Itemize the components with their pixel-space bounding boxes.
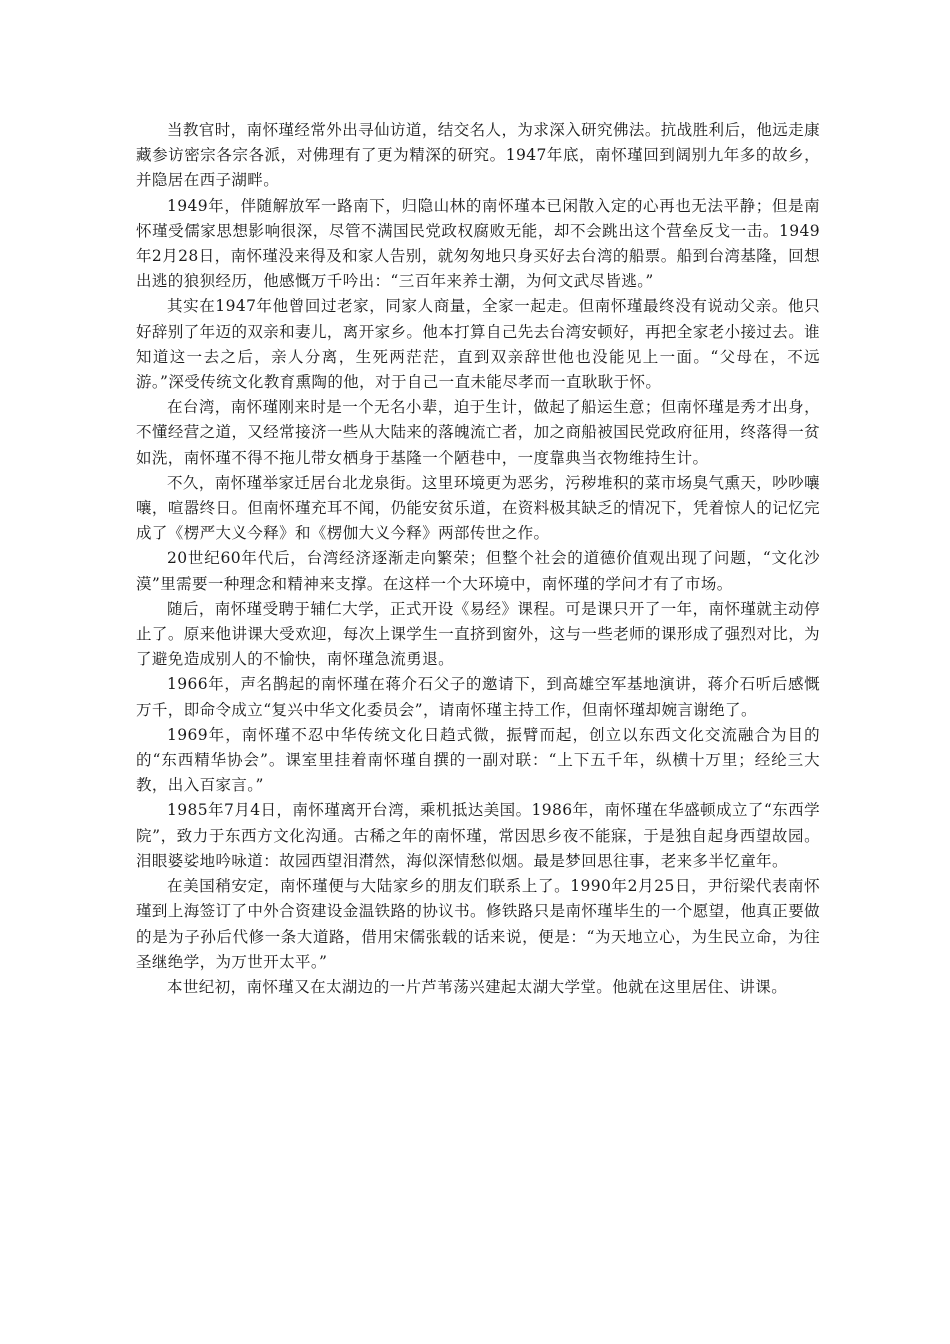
paragraph: 其实在1947年他曾回过老家，同家人商量，全家一起走。但南怀瑾最终没有说动父亲。他只好辞别了年迈的双亲和妻儿，离开家乡。他本打算自己先去台湾安顿好，再把全家老小接过去。谁知道这一去之后，亲人分离，生死两茫茫，直到双亲辞世他也没能见上一面。“父母在，不远游。”深受传统文化教育熏陶的他，对于自己一直未能尽孝而一直耿耿于怀。 xyxy=(136,297,820,392)
paragraph: 在台湾，南怀瑾刚来时是一个无名小辈，迫于生计，做起了船运生意；但南怀瑾是秀才出身，不懂经营之道，又经常接济一些从大陆来的落魄流亡者，加之商船被国民党政府征用，终落得一贫如洗，南怀瑾不得不拖儿带女栖身于基隆一个陋巷中，一度靠典当衣物维持生计。 xyxy=(136,398,820,467)
paragraph: 随后，南怀瑾受聘于辅仁大学，正式开设《易经》课程。可是课只开了一年，南怀瑾就主动停止了。原来他讲课大受欢迎，每次上课学生一直挤到窗外，这与一些老师的课形成了强烈对比，为了避免造成别人的不愉快，南怀瑾急流勇退。 xyxy=(136,599,820,669)
paragraph: 在美国稍安定，南怀瑾便与大陆家乡的朋友们联系上了。1990年2月25日，尹衍梁代表南怀瑾到上海签订了中外合资建设金温铁路的协议书。修铁路只是南怀瑾毕生的一个愿望，他真正要做的是为子孙后代修一条大道路，借用宋儒张载的话来说，便是：“为天地立心，为生民立命，为往圣继绝学，为万世开太平。” xyxy=(136,877,820,971)
paragraph: 1966年，声名鹊起的南怀瑾在蒋介石父子的邀请下，到高雄空军基地演讲，蒋介石听后感慨万千，即命令成立“复兴中华文化委员会”，请南怀瑾主持工作，但南怀瑾却婉言谢绝了。 xyxy=(136,675,820,719)
article-body xyxy=(136,118,820,1000)
paragraph: 当教官时，南怀瑾经常外出寻仙访道，结交名人，为求深入研究佛法。抗战胜利后，他远走康藏参访密宗各宗各派，对佛理有了更为精深的研究。1947年底，南怀瑾回到阔别九年多的故乡，并隐居在西子湖畔。 xyxy=(136,121,820,190)
paragraph: 本世纪初，南怀瑾又在太湖边的一片芦苇荡兴建起太湖大学堂。他就在这里居住、讲课。 xyxy=(167,977,788,996)
paragraph: 不久，南怀瑾举家迁居台北龙泉街。这里环境更为恶劣，污秽堆积的菜市场臭气熏天，吵吵嚷嚷，喧嚣终日。但南怀瑾充耳不闻，仍能安贫乐道，在资料极其缺乏的情况下，凭着惊人的记忆完成了《楞严大义今释》和《楞伽大义今释》两部传世之作。 xyxy=(136,473,820,543)
paragraph: 1985年7月4日，南怀瑾离开台湾，乘机抵达美国。1986年，南怀瑾在华盛顿成立了“东西学院”，致力于东西方文化沟通。古稀之年的南怀瑾，常因思乡夜不能寐，于是独自起身西望故园。泪眼婆娑地吟咏道：故园西望泪潸然，海似深情愁似烟。最是梦回思往事，老来多半忆童年。 xyxy=(136,801,820,870)
paragraph: 1949年，伴随解放军一路南下，归隐山林的南怀瑾本已闲散入定的心再也无法平静；但是南怀瑾受儒家思想影响很深，尽管不满国民党政权腐败无能，却不会跳出这个营垒反戈一击。1949年2月28日，南怀瑾没来得及和家人告别，就匆匆地只身买好去台湾的船票。船到台湾基隆，回想出逃的狼狈经历，他感慨万千吟出：“三百年来养士潮，为何文武尽皆逃。” xyxy=(136,196,820,291)
paragraph: 1969年，南怀瑾不忍中华传统文化日趋式微，振臂而起，创立以东西文化交流融合为目的的“东西精华协会”。课室里挂着南怀瑾自撰的一副对联：“上下五千年，纵横十万里；经纶三大教，出入百家言。” xyxy=(136,725,820,795)
paragraph: 20世纪60年代后，台湾经济逐渐走向繁荣；但整个社会的道德价值观出现了问题，“文化沙漠”里需要一种理念和精神来支撑。在这样一个大环境中，南怀瑾的学问才有了市场。 xyxy=(136,549,820,593)
